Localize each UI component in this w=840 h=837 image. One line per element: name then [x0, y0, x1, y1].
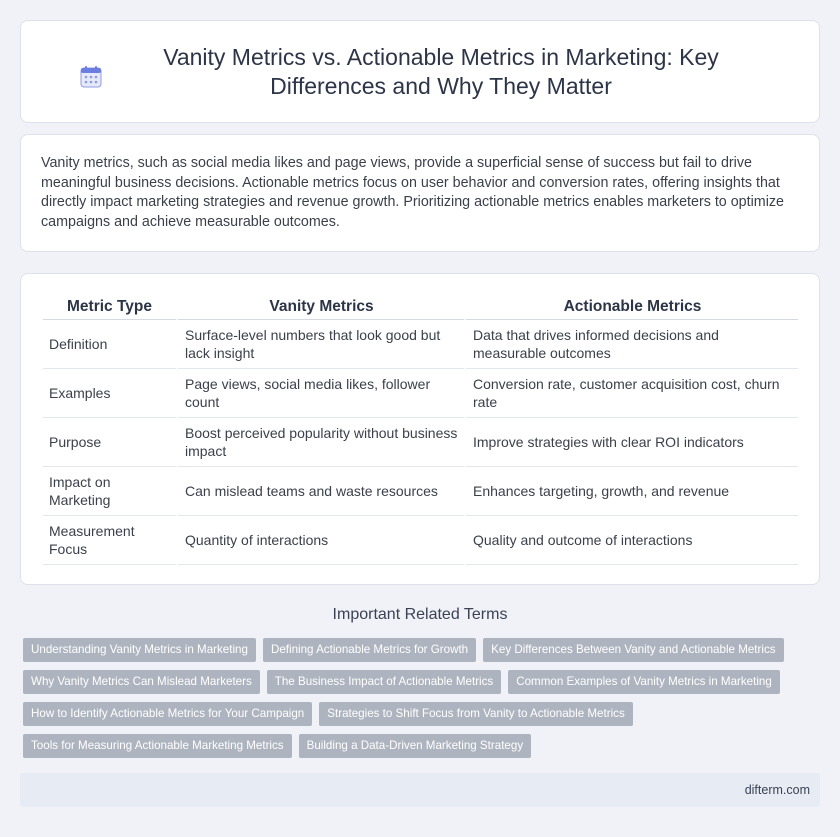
intro-card [20, 134, 820, 252]
vanity-cell: Page views, social media likes, follower count [176, 369, 464, 418]
actionable-cell: Improve strategies with clear ROI indicators [464, 418, 798, 467]
comparison-table [43, 292, 798, 565]
related-term-link[interactable]: Key Differences Between Vanity and Actionable Metrics [483, 638, 783, 662]
related-term-link[interactable]: Strategies to Shift Focus from Vanity to Actionable Metrics [319, 702, 633, 726]
tag-row [23, 702, 823, 726]
comparison-table-card [20, 273, 820, 585]
intro-paragraph: Vanity metrics, such as social media likes and page views, provide a superficial sense of success but fail to drive meaningful business decisions. Actionable metrics focus on user behavior and conversion rates, offering insights that directly impact marketing strategies and revenue growth. Prioritizing actionable metrics enables marketers to optimize campaigns and achieve measurable outcomes. [41, 155, 784, 230]
actionable-cell: Quality and outcome of interactions [464, 516, 798, 565]
header-metric-type: Metric Type [43, 292, 176, 320]
table-row [43, 516, 798, 565]
row-label: Examples [43, 369, 176, 418]
title-wrap [70, 43, 770, 101]
tag-row [23, 734, 823, 758]
row-label: Measurement Focus [43, 516, 176, 565]
row-label: Impact on Marketing [43, 467, 176, 516]
table-row [43, 418, 798, 467]
vanity-cell: Can mislead teams and waste resources [176, 467, 464, 516]
table-row [43, 467, 798, 516]
title-card [20, 20, 820, 123]
row-label: Definition [43, 320, 176, 369]
calendar-icon [79, 65, 103, 89]
header-vanity-metrics: Vanity Metrics [176, 292, 464, 320]
tag-row [23, 638, 823, 662]
related-term-link[interactable]: Defining Actionable Metrics for Growth [263, 638, 476, 662]
related-terms-tags [23, 638, 823, 766]
related-term-link[interactable]: Understanding Vanity Metrics in Marketing [23, 638, 256, 662]
related-terms-title: Important Related Terms [332, 606, 508, 623]
footer-site-link[interactable]: difterm.com [744, 783, 810, 797]
table-row [43, 369, 798, 418]
tag-row [23, 670, 823, 694]
vanity-cell: Quantity of interactions [176, 516, 464, 565]
related-term-link[interactable]: Tools for Measuring Actionable Marketing Metrics [23, 734, 292, 758]
related-term-link[interactable]: The Business Impact of Actionable Metrics [267, 670, 501, 694]
row-label: Purpose [43, 418, 176, 467]
actionable-cell: Conversion rate, customer acquisition cost, churn rate [464, 369, 798, 418]
actionable-cell: Data that drives informed decisions and measurable outcomes [464, 320, 798, 369]
actionable-cell: Enhances targeting, growth, and revenue [464, 467, 798, 516]
related-term-link[interactable]: Why Vanity Metrics Can Mislead Marketers [23, 670, 260, 694]
page-title: Vanity Metrics vs. Actionable Metrics in Marketing: Key Differences and Why They Matter [163, 43, 719, 99]
footer [20, 773, 820, 807]
header-actionable-metrics: Actionable Metrics [464, 292, 798, 320]
related-term-link[interactable]: How to Identify Actionable Metrics for Your Campaign [23, 702, 312, 726]
table-header-row [43, 292, 798, 320]
table-row [43, 320, 798, 369]
vanity-cell: Boost perceived popularity without business impact [176, 418, 464, 467]
related-term-link[interactable]: Building a Data-Driven Marketing Strategy [299, 734, 532, 758]
vanity-cell: Surface-level numbers that look good but lack insight [176, 320, 464, 369]
related-term-link[interactable]: Common Examples of Vanity Metrics in Marketing [508, 670, 780, 694]
